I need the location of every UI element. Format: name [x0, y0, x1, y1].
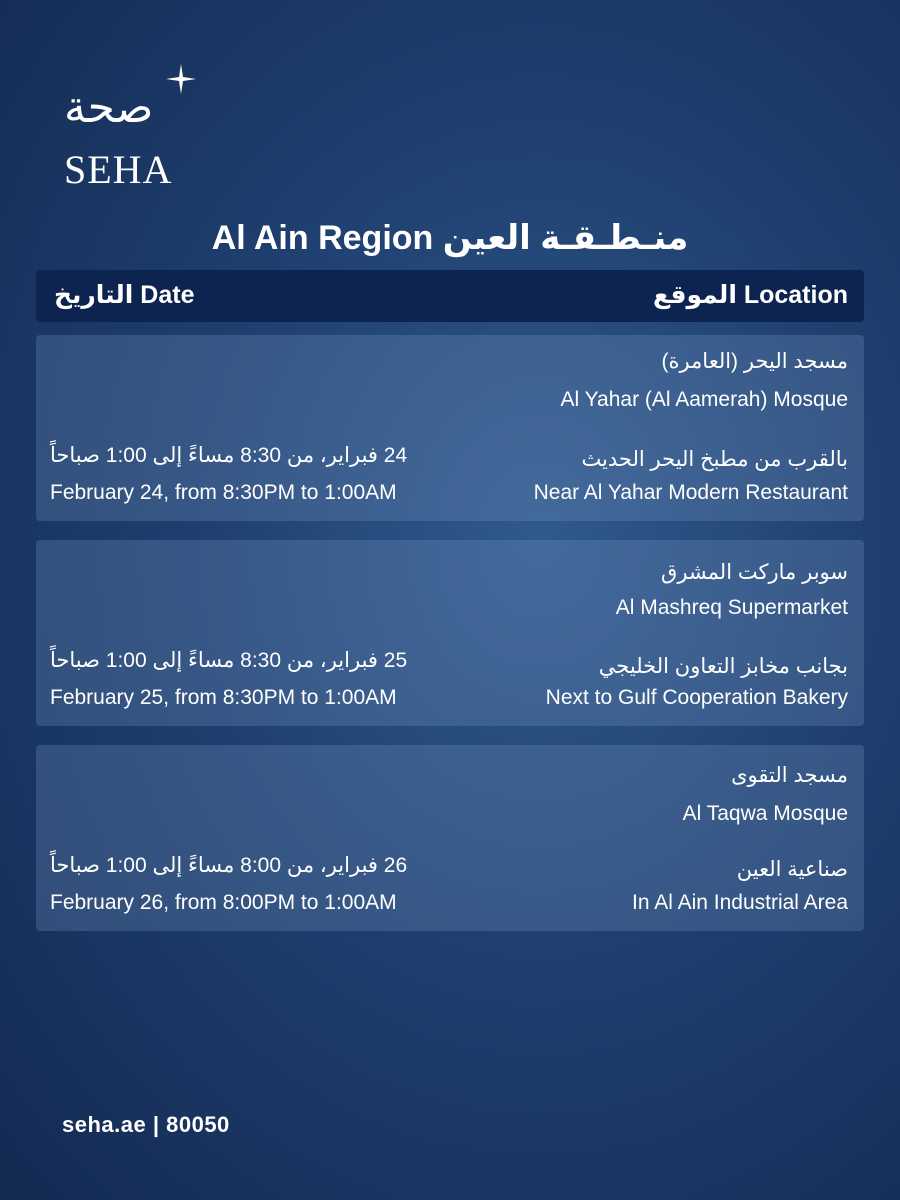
page-title: Al Ain Region منـطـقـة العين [211, 219, 689, 257]
date-english: February 25, from 8:30PM to 1:00AM [50, 686, 397, 709]
date-english: February 24, from 8:30PM to 1:00AM [50, 481, 397, 504]
schedule-card [36, 335, 864, 521]
date-english: February 26, from 8:00PM to 1:00AM [50, 891, 397, 914]
date-arabic: 26 فبراير، من 8:00 مساءً إلى 1:00 صباحاً [50, 854, 408, 877]
table-header [36, 270, 864, 322]
logo-english-text: SEHA [64, 147, 173, 192]
landmark-arabic: بالقرب من مطبخ اليحر الحديث [581, 448, 848, 471]
date-column-header: التاريخ Date [54, 281, 195, 309]
location-english: Al Taqwa Mosque [682, 802, 848, 825]
footer-contact[interactable]: seha.ae | 80050 [62, 1112, 230, 1137]
sparkle-icon [166, 64, 196, 94]
location-english: Al Yahar (Al Aamerah) Mosque [560, 388, 848, 411]
location-arabic: مسجد التقوى [731, 764, 848, 787]
location-english: Al Mashreq Supermarket [615, 596, 848, 619]
landmark-english: Next to Gulf Cooperation Bakery [545, 686, 848, 709]
schedule-card [36, 745, 864, 931]
landmark-arabic: بجانب مخابز التعاون الخليجي [598, 655, 848, 678]
location-arabic: سوبر ماركت المشرق [661, 561, 848, 584]
date-arabic: 25 فبراير، من 8:30 مساءً إلى 1:00 صباحاً [50, 649, 408, 672]
location-arabic: مسجد اليحر (العامرة) [661, 350, 848, 373]
date-arabic: 24 فبراير، من 8:30 مساءً إلى 1:00 صباحاً [50, 444, 408, 467]
landmark-english: In Al Ain Industrial Area [632, 891, 848, 914]
landmark-english: Near Al Yahar Modern Restaurant [533, 481, 848, 504]
landmark-arabic: صناعية العين [736, 858, 848, 881]
schedule-card [36, 540, 864, 726]
seha-logo [62, 64, 212, 192]
logo-arabic-text: صحة [64, 82, 154, 133]
location-column-header: الموقع Location [653, 281, 848, 309]
